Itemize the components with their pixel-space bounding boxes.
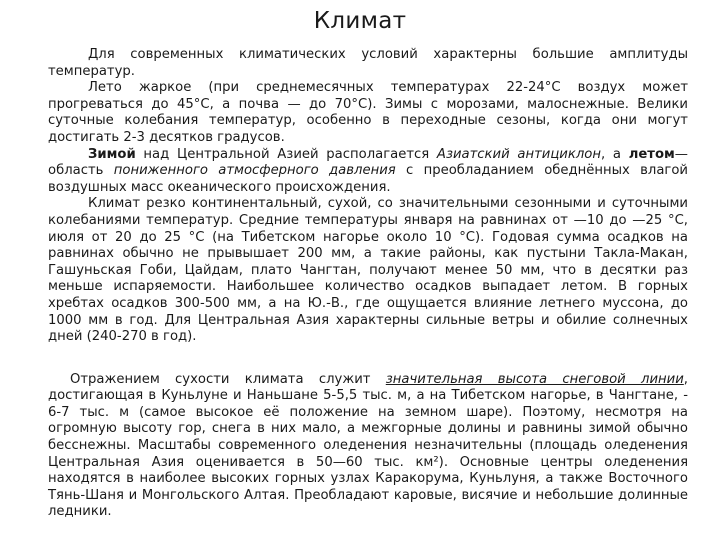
page-title: Климат [313, 8, 407, 34]
area-text: — область [48, 146, 688, 179]
low-pressure-term: пониженного атмосферного давления [113, 163, 396, 179]
paragraph-continental: Климат резко континентальный, сухой, со значительными сезонными и суточными колебаниями температур. Средние температуры января на равнинах от —10 до —25 °С, июля от 20 до 25 °С (на Тибетском нагорье около 10 °С). Годовая сумма осадков на равнинах обычно не прывышает 200 мм, а такие районы, как пустыни Такла-Макан, Гашуньская Гоби, Цайдам, плато Чангтан, получают менее 50 мм, что в десятки раз меньше испаряемости. Наибольшее количество осадков выпадает летом. В горных хребтах осадков 300-500 мм, а на Ю.-В., где ощущается влияние летнего муссона, до 1000 мм в год. Для Центральная Азия характерны сильные ветры и обилие солнечных дней (240-270 в год). [48, 196, 688, 345]
paragraph-snowline [48, 372, 688, 521]
document-body [48, 47, 688, 521]
paragraph-summer-winter: Лето жаркое (при среднемесячных температурах 22-24°С воздух может прогреваться до 45°С, а почва — до 70°С). Зимы с морозами, малоснежные. Велики суточные колебания температур, особенно в переходные сезоны, когда они могут достигать 2-3 десятков градусов. [48, 80, 688, 145]
paragraph-pressure [48, 147, 688, 197]
paragraph-amplitudes: Для современных климатических условий характерны большие амплитуды температур. [48, 47, 688, 79]
winter-term: Зимой [88, 146, 136, 162]
air-masses-text: с преобладанием обеднённых влагой воздушных масс океанического происхождения. [48, 163, 688, 195]
summer-term: летом [628, 146, 675, 162]
glaciation-text: , достигающая в Куньлуне и Наньшане 5-5,5 тыс. м, а на Тибетском нагорье, в Чангтане, - 6-7 тыс. м (самое высокое её положение на земном шаре). Поэтому, несмотря на огромную высоту гор, снега в них мало, а межгорные долины и равнины зимой обычно бесснежны. Масштабы современного оледенения незначительны (площадь оледенения Центральная Азия оценивается в 50—60 тыс. км²). Основные центры оледенения находятся в наиболее высоких горных узлах Каракорума, Куньлуня, а также Восточного Тянь-Шаня и Монгольского Алтая. Преобладают каровые, висячие и небольшие долинные ледники. [48, 371, 688, 520]
winter-text: над Центральной Азией располагается [135, 146, 437, 162]
anticyclone-term: Азиатский антициклон [436, 146, 601, 162]
snowline-intro: Отражением сухости климата служит [70, 371, 386, 387]
connector-text: , а [600, 146, 629, 162]
snowline-term: значительная высота снеговой линии [385, 371, 684, 387]
